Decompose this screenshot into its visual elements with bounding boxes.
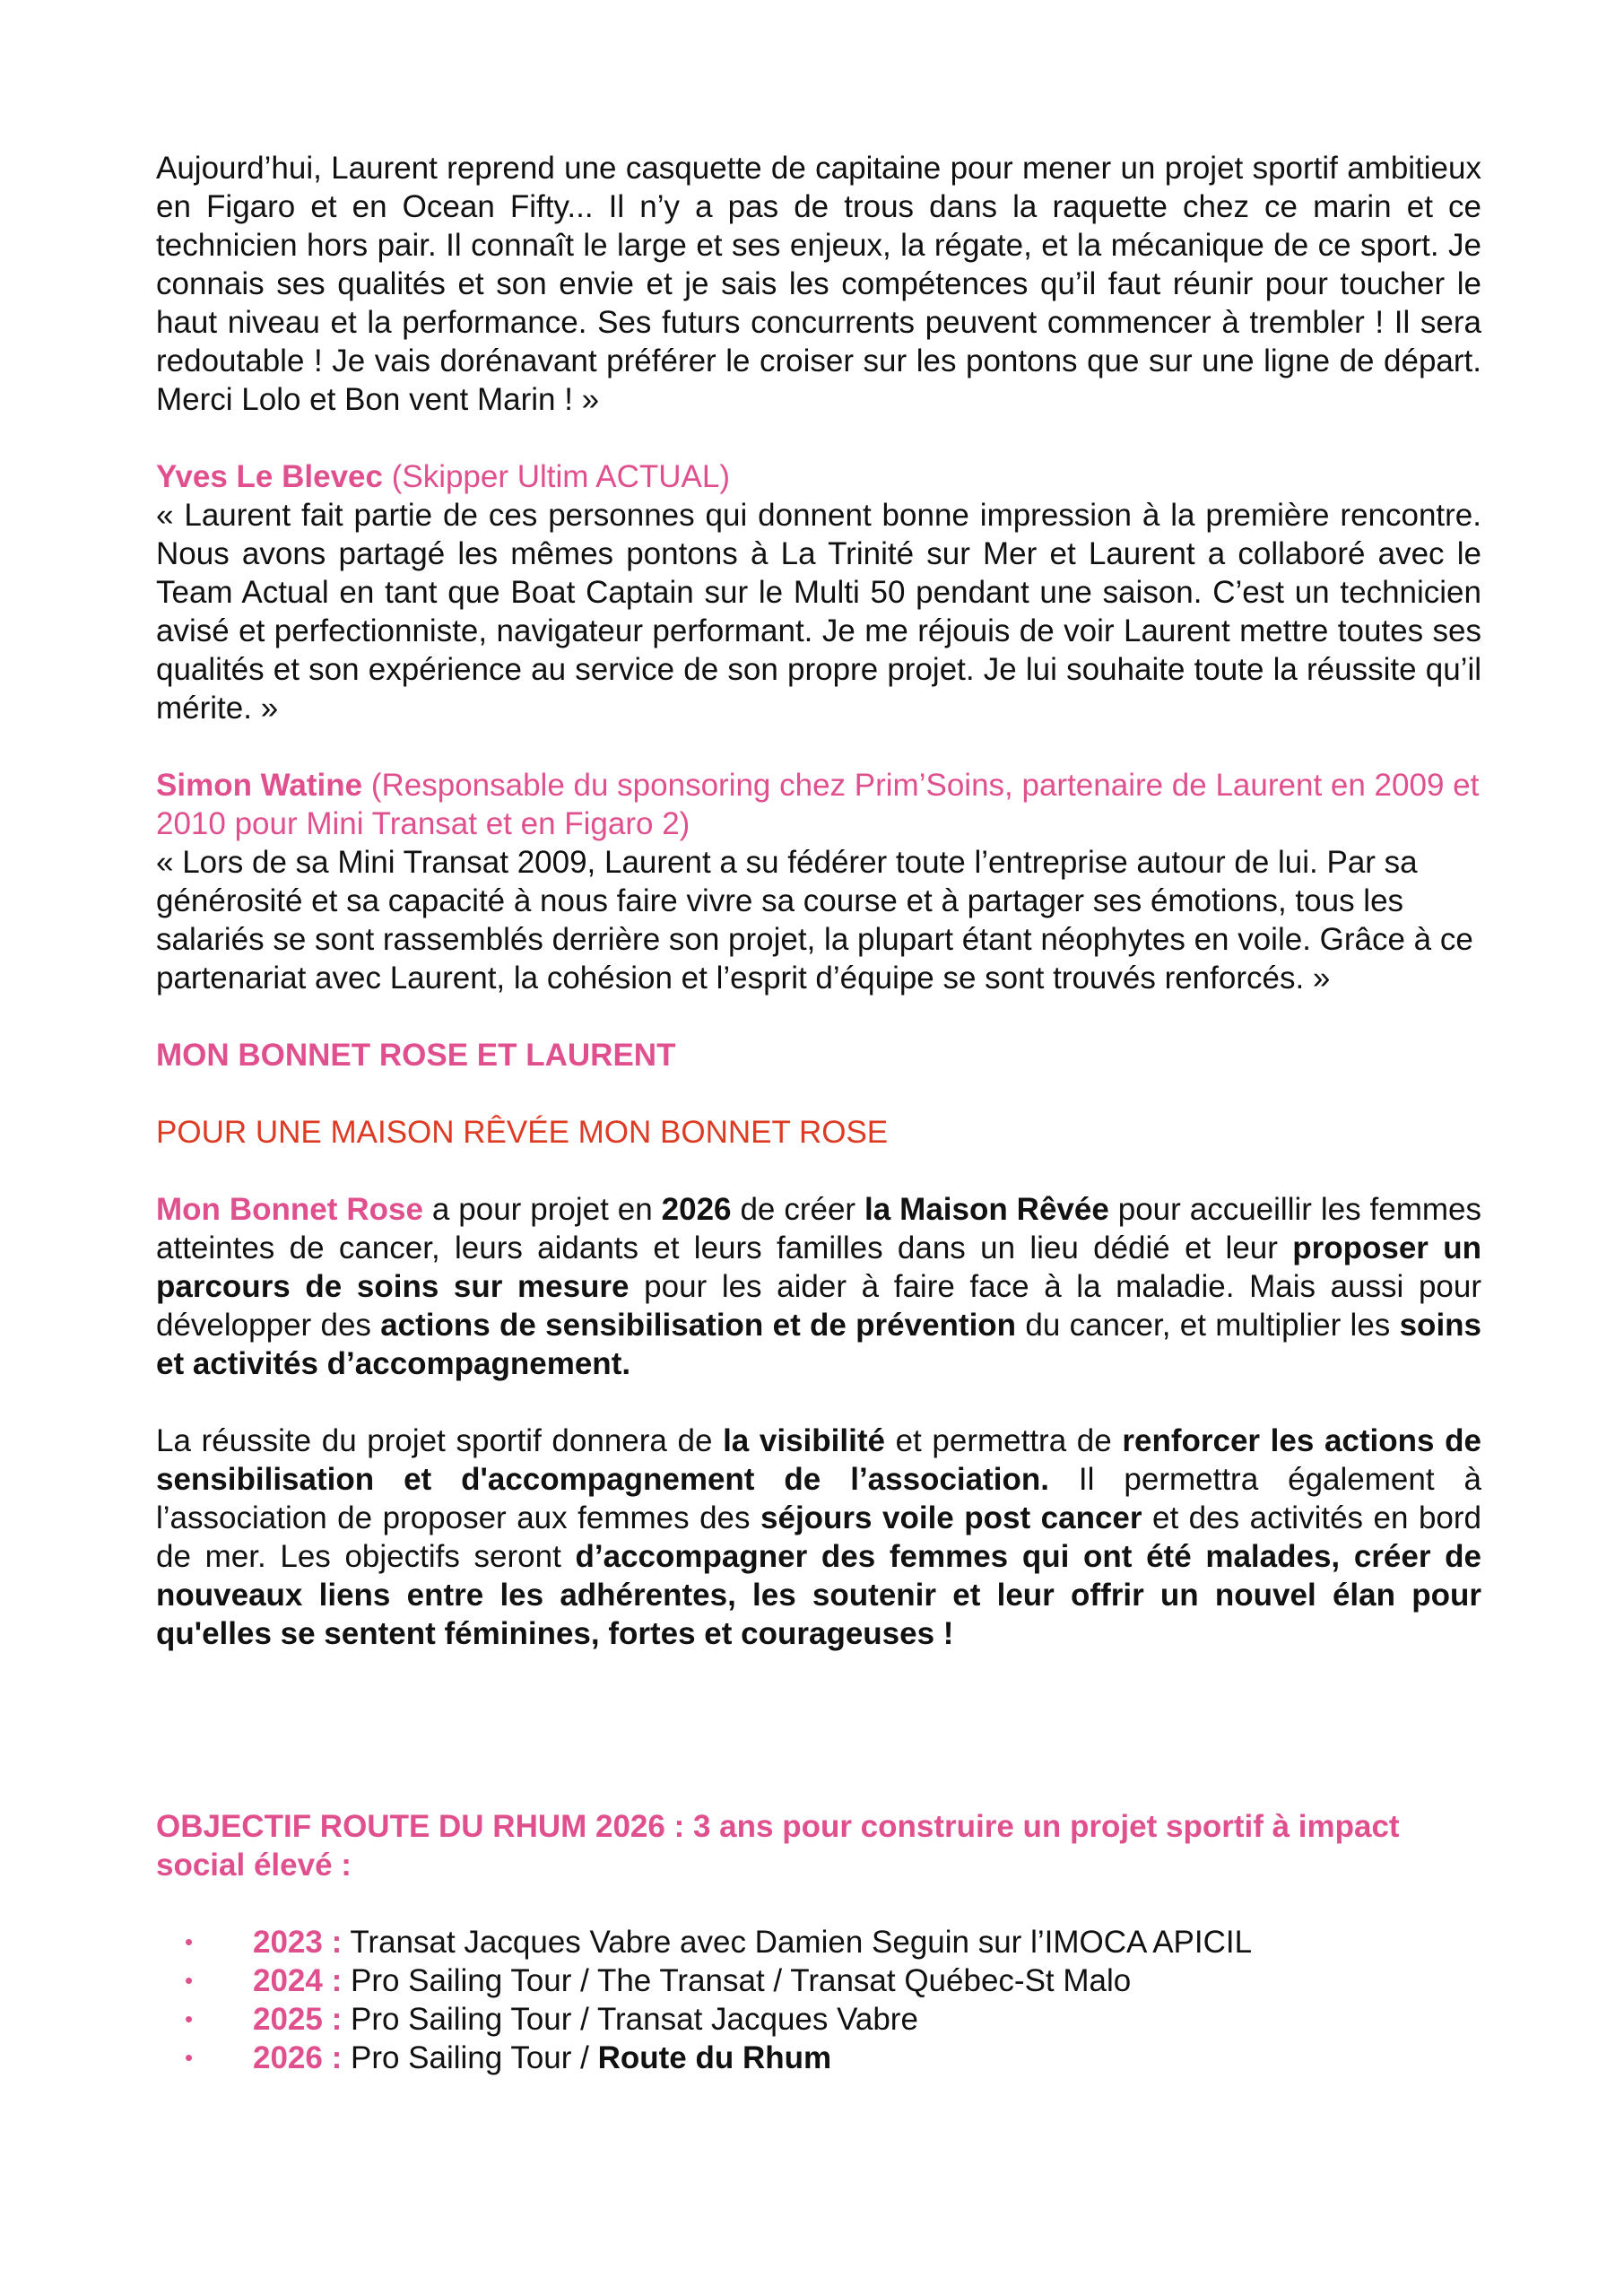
text-run: a pour projet en — [422, 1192, 662, 1227]
text-run: du cancer, et multiplier les — [1016, 1308, 1400, 1343]
text-run: renforcer les actions de sensibilisation et d'accompagnement de l’association. — [156, 1423, 1481, 1497]
bullet-icon: • — [185, 1967, 194, 1994]
testimonial-role: (Responsable du sponsoring chez Prim’Soins, partenaire de Laurent en 2009 et 2010 pour Mini Transat et en Figaro 2) — [156, 768, 1480, 841]
section-title: MON BONNET ROSE ET LAURENT — [156, 1038, 676, 1073]
organization-name: Mon Bonnet Rose — [156, 1192, 423, 1227]
text-run: soins et activités d’accompagnement. — [156, 1308, 1482, 1381]
impact-paragraph — [156, 1422, 1481, 1653]
text-run: 2026 — [661, 1192, 732, 1227]
testimonial-role: (Skipper Ultim ACTUAL) — [382, 459, 730, 494]
text-run: Il permettra également à l’association de proposer aux femmes des — [156, 1462, 1481, 1535]
text-run: séjours voile post cancer — [760, 1500, 1142, 1535]
text-run: actions de sensibilisation et de prévention — [380, 1308, 1017, 1343]
timeline-item — [156, 2000, 1481, 2039]
testimonial-simon — [156, 766, 1481, 997]
text-run: proposer un parcours de soins sur mesure — [156, 1231, 1481, 1304]
bullet-icon: • — [185, 2044, 194, 2071]
text-run: pour les aider à faire face à la maladie. Mais aussi pour développer des — [156, 1269, 1481, 1343]
bullet-icon: • — [185, 1928, 194, 1955]
text-run: la visibilité — [723, 1423, 885, 1458]
bullet-icon: • — [185, 2005, 194, 2032]
timeline-text: Transat Jacques Vabre avec Damien Seguin sur l’IMOCA APICIL — [342, 1925, 1253, 1960]
testimonial-heading — [156, 766, 1481, 843]
document-page — [156, 149, 1481, 2077]
text-run: et permettra de — [884, 1423, 1123, 1458]
testimonial-name: Yves Le Blevec — [156, 459, 383, 494]
timeline-year: 2026 : — [253, 2040, 343, 2075]
mon-bonnet-rose-paragraph — [156, 1190, 1481, 1383]
text-run: La réussite du projet sportif donnera de — [156, 1423, 724, 1458]
text-run: et des activités en bord de mer. Les objectifs seront — [156, 1500, 1481, 1574]
testimonial-quote: « Lors de sa Mini Transat 2009, Laurent a su fédérer toute l’entreprise autour de lui. Par sa générosité et sa capacité à nous faire vivre sa course et à partager ses émotions, tous les salariés se sont rassemblés derrière son projet, la plupart étant néophytes en voile. Grâce à ce partenariat avec Laurent, la cohésion et l’esprit d’équipe se sont trouvés renforcés. » — [156, 845, 1473, 996]
timeline-bold-text: Route du Rhum — [597, 2040, 832, 2075]
intro-paragraph: Aujourd’hui, Laurent reprend une casquette de capitaine pour mener un projet sportif ambitieux en Figaro et en Ocean Fifty... Il n’y a pas de trous dans la raquette chez ce marin et ce technicien hors pair. Il connaît le large et ses enjeux, la régate, et la mécanique de ce sport. Je connais ses qualités et son envie et je sais les compétences qu’il faut réunir pour toucher le haut niveau et la performance. Ses futurs concurrents peuvent commencer à trembler ! Il sera redoutable ! Je vais dorénavant préférer le croiser sur les pontons que sur une ligne de départ. Merci Lolo et Bon vent Marin ! » — [156, 151, 1481, 417]
text-run: de créer — [731, 1192, 865, 1227]
testimonial-yves — [156, 457, 1481, 727]
timeline-text: Pro Sailing Tour / Transat Jacques Vabre — [342, 2002, 918, 2037]
timeline-year: 2025 : — [253, 2002, 343, 2037]
testimonial-heading — [156, 457, 1481, 496]
timeline-list — [156, 1923, 1481, 2077]
testimonial-quote: « Laurent fait partie de ces personnes qui donnent bonne impression à la première rencontre. Nous avons partagé les mêmes pontons à La Trinité sur Mer et Laurent a collaboré avec le Team Actual en tant que Boat Captain sur le Multi 50 pendant une saison. C’est un technicien avisé et perfectionniste, navigateur performant. Je me réjouis de voir Laurent mettre toutes ses qualités et son expérience au service de son propre projet. Je lui souhaite toute la réussite qu’il mérite. » — [156, 498, 1481, 726]
timeline-year: 2024 : — [253, 1963, 343, 1998]
objective-title: OBJECTIF ROUTE DU RHUM 2026 : 3 ans pour construire un projet sportif à impact social élevé : — [156, 1809, 1400, 1883]
timeline-year: 2023 : — [253, 1925, 343, 1960]
timeline-text: Pro Sailing Tour / — [342, 2040, 598, 2075]
timeline-text: Pro Sailing Tour / The Transat / Transat Québec-St Malo — [342, 1963, 1132, 1998]
timeline-item — [156, 2039, 1481, 2077]
timeline-item — [156, 1961, 1481, 2000]
text-run: pour accueillir les femmes atteintes de cancer, leurs aidants et leurs familles dans un lieu dédié et leur — [156, 1192, 1481, 1265]
subsection-title: POUR UNE MAISON RÊVÉE MON BONNET ROSE — [156, 1115, 889, 1150]
timeline-item — [156, 1923, 1481, 1961]
testimonial-name: Simon Watine — [156, 768, 363, 803]
text-run: d’accompagner des femmes qui ont été malades, créer de nouveaux liens entre les adhérentes, les soutenir et leur offrir un nouvel élan pour qu'elles se sentent féminines, fortes et courageuses ! — [156, 1539, 1481, 1651]
text-run: la Maison Rêvée — [864, 1192, 1109, 1227]
